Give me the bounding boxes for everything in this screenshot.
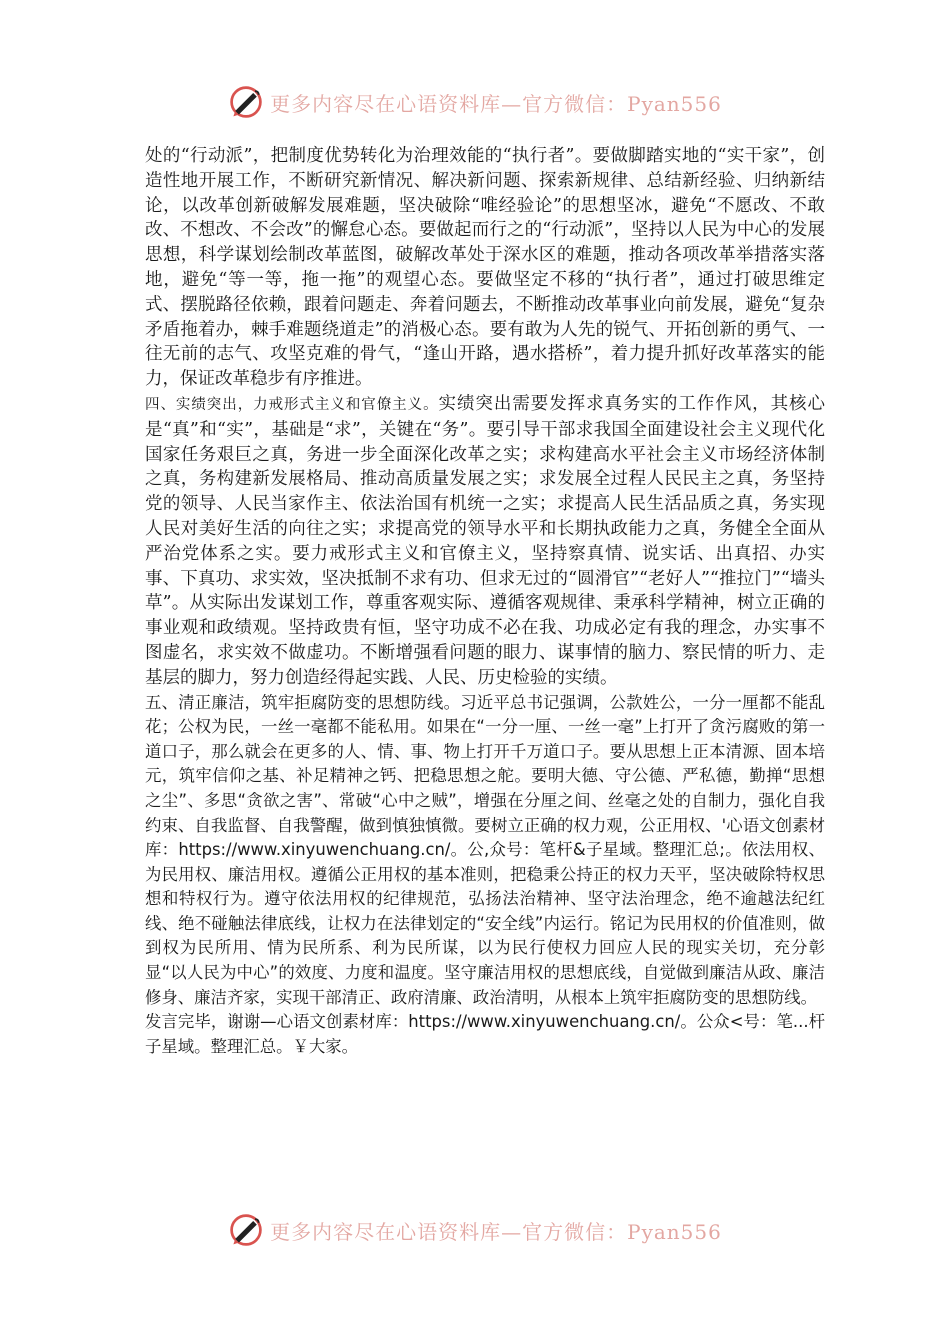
watermark-text: 更多内容尽在心语资料库—官方微信：Pyan556 [270, 91, 722, 116]
document-body [145, 144, 825, 1059]
paragraph-section-four [145, 392, 825, 691]
header-watermark [0, 82, 950, 122]
section-four-heading: 四、实绩突出，力戒形式主义和官僚主义。 [145, 396, 439, 413]
footer-watermark [0, 1210, 950, 1250]
writing-hand-logo-icon [228, 84, 264, 120]
section-four-body: 实绩突出需要发挥求真务实的工作作风，其核心是“真”和“实”，基础是“求”，关键在“务”。要引导干部求我国全面建设社会主义现代化国家任务艰巨之真，务进一步全面深化改革之实；求构建高水平社会主义市场经济体制之真，务构建新发展格局、推动高质量发展之实；求发展全过程人民民主之真，务坚持党的领导、人民当家作主、依法治国有机统一之实；求提高人民生活品质之真，务实现人民对美好生活的向往之实；求提高党的领导水平和长期执政能力之真，务健全全面从严治党体系之实。要力戒形式主义和官僚主义，坚持察真情、说实话、出真招、办实事、下真功、求实效，坚决抵制不求有功、但求无过的“圆滑官”“老好人”“推拉门”“墙头草”。从实际出发谋划工作，尊重客观实际、遵循客观规律、秉承科学精神，树立正确的事业观和政绩观。坚持政贵有恒，坚守功成不必在我、功成必定有我的理念，办实事不图虚名，求实效不做虚功。不断增强看问题的眼力、谋事情的脑力、察民情的听力、走基层的脚力，努力创造经得起实践、人民、历史检验的实绩。 [145, 393, 826, 688]
writing-hand-logo-icon [228, 1212, 264, 1248]
paragraph-reform-action: 处的“行动派”，把制度优势转化为治理效能的“执行者”。要做脚踏实地的“实干家”，创造性地开展工作，不断研究新情况、解决新问题、探索新规律、总结新经验、归纳新结论，以改革创新破解发展难题，坚决破除“唯经验论”的思想坚冰，避免“不愿改、不敢改、不想改、不会改”的懈怠心态。要做起而行之的“行动派”，坚持以人民为中心的发展思想，科学谋划绘制改革蓝图，破解改革处于深水区的难题，推动各项改革举措落实落地，避免“等一等，拖一拖”的观望心态。要做坚定不移的“执行者”，通过打破思维定式、摆脱路径依赖，跟着问题走、奔着问题去，不断推动改革事业向前发展，避免“复杂矛盾拖着办，棘手难题绕道走”的消极心态。要有敢为人先的锐气、开拓创新的勇气、一往无前的志气、攻坚克难的骨气，“逢山开路，遇水搭桥”，着力提升抓好改革落实的能力，保证改革稳步有序推进。 [145, 146, 825, 390]
paragraph-section-five: 五、清正廉洁，筑牢拒腐防变的思想防线。习近平总书记强调，公款姓公，一分一厘都不能乱花；公权为民，一丝一毫都不能私用。如果在“一分一厘、一丝一毫”上打开了贪污腐败的第一道口子，那么就会在更多的人、情、事、物上打开千万道口子。要从思想上正本清源、固本培元，筑牢信仰之基、补足精神之钙、把稳思想之舵。要明大德、守公德、严私德，勤掸“思想之尘”、多思“贪欲之害”、常破“心中之贼”，增强在分厘之间、丝毫之处的自制力，强化自我约束、自我监督、自我警醒，做到慎独慎微。要树立正确的权力观，公正用权、'心语文创素材库：https://www.xinyuwenchuang.cn/。公,众号：笔杆&子星域。整理汇总;。依法用权、为民用权、廉洁用权。遵循公正用权的基本准则，把稳秉公持正的权力天平，坚决破除特权思想和特权行为。遵守依法用权的纪律规范，弘扬法治精神、坚守法治理念，绝不逾越法纪红线、绝不碰触法律底线，让权力在法律划定的“安全线”内运行。铭记为民用权的价值准则，做到权为民所用、情为民所系、利为民所谋，以为民行使权力回应人民的现实关切，充分彰显“以人民为中心”的效度、力度和温度。坚守廉洁用权的思想底线，自觉做到廉洁从政、廉洁修身、廉洁齐家，实现干部清正、政府清廉、政治清明，从根本上筑牢拒腐防变的思想防线。 [145, 692, 825, 1007]
watermark-text: 更多内容尽在心语资料库—官方微信：Pyan556 [270, 1219, 722, 1244]
paragraph-closing: 发言完毕，谢谢—心语文创素材库：https://www.xinyuwenchuang.cn/。公众<号：笔...杆子星域。整理汇总。￥大家。 [145, 1012, 825, 1056]
